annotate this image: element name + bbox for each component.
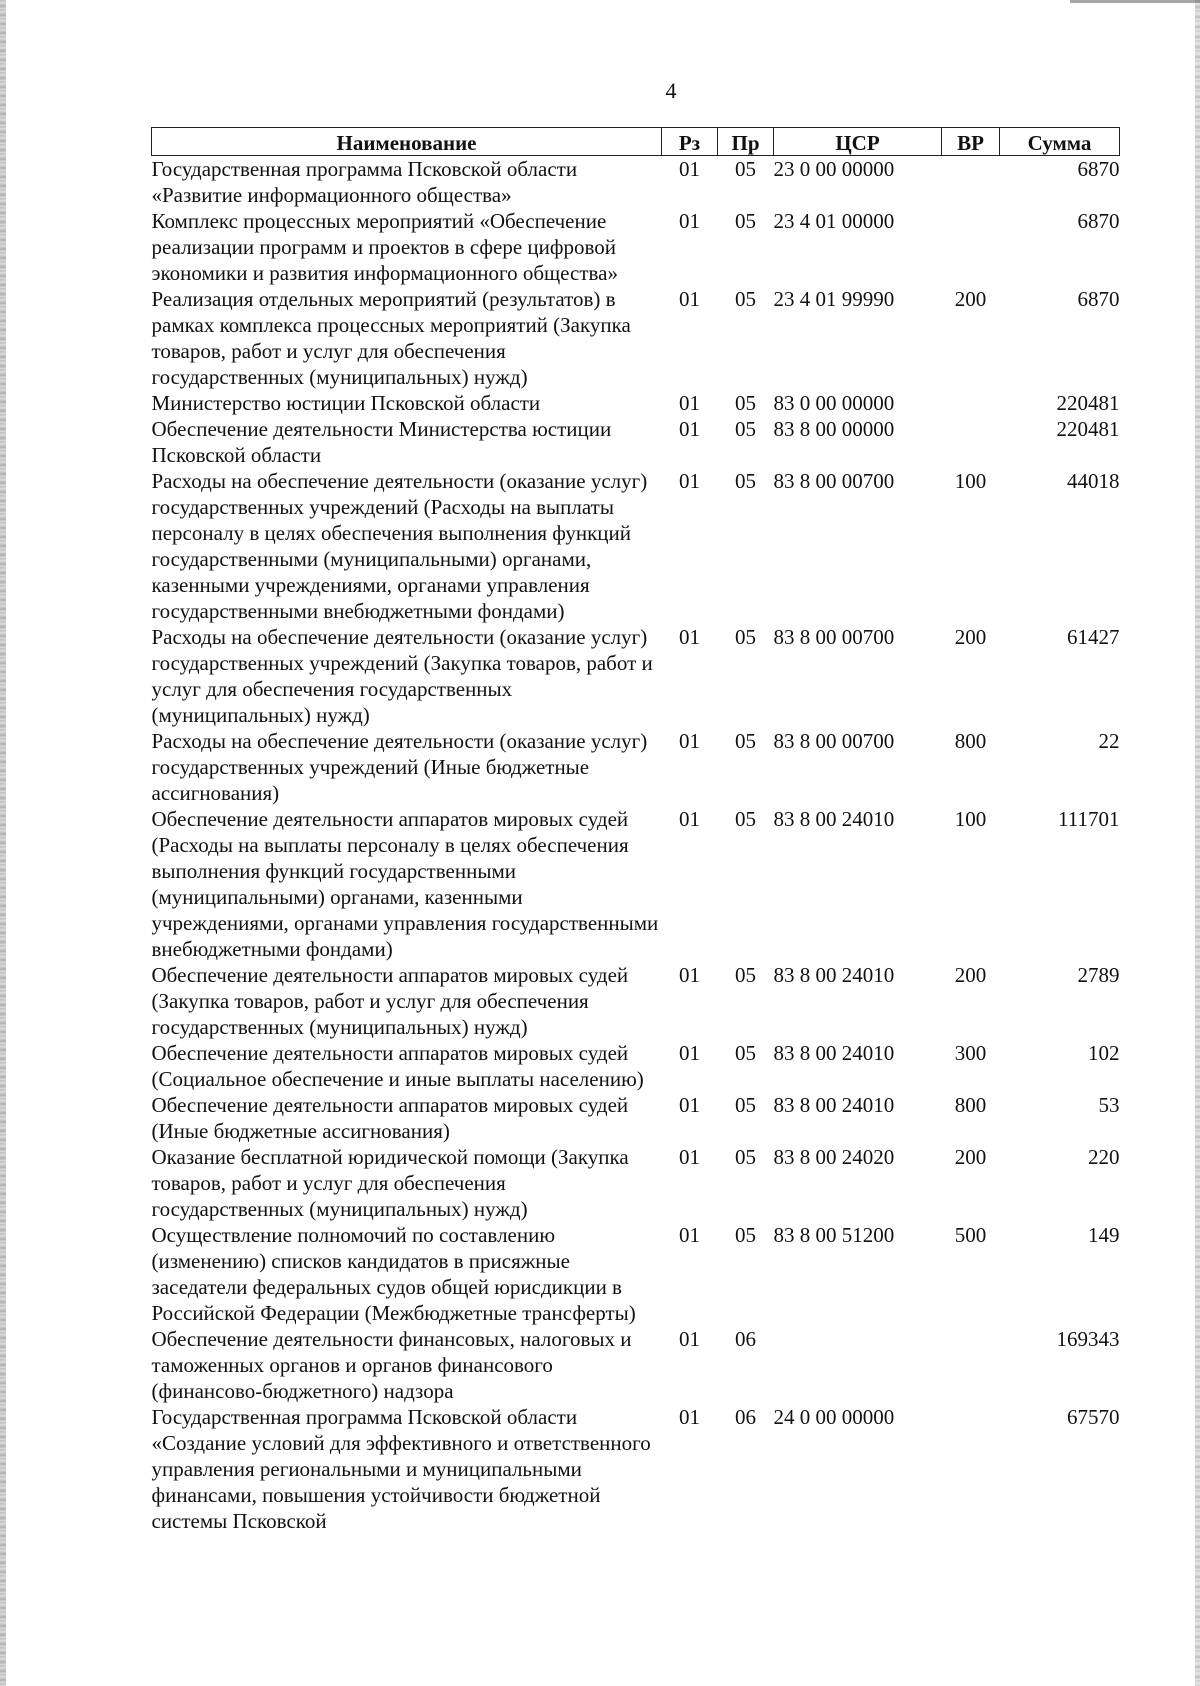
- cell-rz: 01: [679, 209, 700, 233]
- cell-vr: [942, 1404, 1000, 1534]
- cell-rz: 01: [679, 287, 700, 311]
- cell-vr: 100: [954, 469, 987, 493]
- cell-pr: 05: [735, 391, 756, 415]
- table-row: [152, 1144, 1120, 1222]
- cell-sum: 61427: [1067, 625, 1120, 649]
- cell-rz: 01: [679, 729, 700, 753]
- cell-csr: 83 8 00 00700: [773, 729, 895, 753]
- cell-vr: 100: [954, 807, 987, 831]
- cell-name: Министерство юстиции Псковской области: [151, 391, 541, 415]
- cell-sum: 111701: [1058, 807, 1120, 831]
- cell-name: Обеспечение деятельности аппаратов мировых судей (Иные бюджетные ассигнования): [151, 1093, 629, 1143]
- cell-csr: 23 4 01 00000: [773, 209, 895, 233]
- header-pr: Пр: [718, 128, 774, 156]
- cell-rz: 01: [679, 1145, 700, 1169]
- cell-vr: [942, 1326, 1000, 1404]
- table-row: [152, 1222, 1120, 1326]
- cell-pr: 06: [735, 1327, 756, 1351]
- budget-table: [151, 127, 1120, 1534]
- header-row: [152, 128, 1120, 156]
- cell-rz: 01: [679, 1223, 700, 1247]
- cell-pr: 05: [735, 1145, 756, 1169]
- table-row: [152, 1326, 1120, 1404]
- cell-rz: 01: [679, 963, 700, 987]
- page-number: 4: [665, 78, 677, 103]
- cell-name: Оказание бесплатной юридической помощи (Закупка товаров, работ и услуг для обеспечения государственных (муниципальных) нужд): [151, 1145, 629, 1221]
- cell-sum: 53: [1098, 1093, 1120, 1117]
- scan-top-right-mark: [1070, 0, 1200, 3]
- cell-vr: 200: [954, 1145, 987, 1169]
- table-row: [152, 1092, 1120, 1144]
- cell-pr: 05: [735, 287, 756, 311]
- cell-name: Обеспечение деятельности финансовых, налоговых и таможенных органов и органов финансового (финансово-бюджетного) надзора: [151, 1327, 632, 1403]
- table-row: [152, 390, 1120, 416]
- cell-sum: 22: [1098, 729, 1120, 753]
- cell-csr: 83 8 00 24010: [773, 807, 895, 831]
- cell-vr: [942, 416, 1000, 468]
- cell-vr: 200: [954, 963, 987, 987]
- table-row: [152, 1404, 1120, 1534]
- cell-rz: 01: [679, 807, 700, 831]
- cell-vr: 200: [954, 625, 987, 649]
- cell-rz: 01: [679, 469, 700, 493]
- cell-rz: 01: [679, 625, 700, 649]
- scan-right-edge: [1195, 0, 1200, 1686]
- cell-rz: 01: [679, 1327, 700, 1351]
- table-row: [152, 806, 1120, 962]
- table-row: [152, 624, 1120, 728]
- cell-csr: 23 4 01 99990: [773, 287, 895, 311]
- cell-sum: 6870: [1077, 287, 1120, 311]
- cell-name: Осуществление полномочий по составлению (изменению) списков кандидатов в присяжные заседатели федеральных судов общей юрисдикции в Российской Федерации (Межбюджетные трансферты): [151, 1223, 636, 1325]
- cell-csr: [774, 1326, 942, 1404]
- cell-name: Обеспечение деятельности аппаратов мировых судей (Социальное обеспечение и иные выплаты населению): [151, 1041, 644, 1091]
- cell-csr: 83 8 00 51200: [773, 1223, 895, 1247]
- header-vr: ВР: [942, 128, 1000, 156]
- cell-vr: 500: [954, 1223, 987, 1247]
- cell-pr: 05: [735, 1041, 756, 1065]
- table-row: [152, 468, 1120, 624]
- cell-sum: 220481: [1056, 417, 1120, 441]
- cell-rz: 01: [679, 1041, 700, 1065]
- cell-name: Государственная программа Псковской области «Создание условий для эффективного и ответственного управления региональными и муниципальными финансами, повышения устойчивости бюджетной системы Псковской: [151, 1405, 651, 1533]
- cell-name: Обеспечение деятельности аппаратов мировых судей (Расходы на выплаты персоналу в целях обеспечения выполнения функций государственными (муниципальными) органами, казенными учреждениями, органами управления государственными внебюджетными фондами): [151, 807, 659, 961]
- cell-csr: 83 8 00 24010: [773, 1093, 895, 1117]
- cell-csr: 23 0 00 00000: [773, 157, 895, 181]
- table-row: [152, 728, 1120, 806]
- cell-csr: 83 8 00 24020: [773, 1145, 895, 1169]
- cell-sum: 6870: [1077, 157, 1120, 181]
- cell-pr: 05: [735, 963, 756, 987]
- cell-name: Расходы на обеспечение деятельности (оказание услуг) государственных учреждений (Расходы на выплаты персоналу в целях обеспечения выполнения функций государственными (муниципальными) органами, казенными учреждениями, органами управления государственными внебюджетными фондами): [151, 469, 648, 623]
- table-row: [152, 1040, 1120, 1092]
- cell-vr: [942, 208, 1000, 286]
- cell-csr: 83 0 00 00000: [773, 391, 895, 415]
- cell-rz: 01: [679, 157, 700, 181]
- cell-vr: [942, 156, 1000, 209]
- table-row: [152, 156, 1120, 209]
- cell-sum: 149: [1088, 1223, 1120, 1247]
- cell-pr: 05: [735, 417, 756, 441]
- cell-pr: 06: [735, 1405, 756, 1429]
- cell-csr: 24 0 00 00000: [773, 1405, 895, 1429]
- cell-vr: 800: [954, 1093, 987, 1117]
- cell-csr: 83 8 00 00700: [773, 625, 895, 649]
- cell-sum: 169343: [1056, 1327, 1120, 1351]
- table-header: [152, 128, 1120, 156]
- header-sum: Сумма: [1000, 128, 1120, 156]
- header-csr: ЦСР: [774, 128, 942, 156]
- cell-csr: 83 8 00 24010: [773, 963, 895, 987]
- cell-sum: 6870: [1077, 209, 1120, 233]
- cell-name: Расходы на обеспечение деятельности (оказание услуг) государственных учреждений (Закупка товаров, работ и услуг для обеспечения государственных (муниципальных) нужд): [151, 625, 653, 727]
- cell-name: Государственная программа Псковской области «Развитие информационного общества»: [151, 157, 578, 207]
- cell-vr: 300: [954, 1041, 987, 1065]
- cell-csr: 83 8 00 00000: [773, 417, 895, 441]
- cell-name: Расходы на обеспечение деятельности (оказание услуг) государственных учреждений (Иные бюджетные ассигнования): [151, 729, 648, 805]
- header-rz: Рз: [662, 128, 718, 156]
- cell-pr: 05: [735, 469, 756, 493]
- cell-name: Комплекс процессных мероприятий «Обеспечение реализации программ и проектов в сфере цифровой экономики и развития информационного общества»: [151, 209, 618, 285]
- cell-pr: 05: [735, 209, 756, 233]
- cell-sum: 2789: [1077, 963, 1120, 987]
- cell-pr: 05: [735, 729, 756, 753]
- cell-vr: 800: [954, 729, 987, 753]
- cell-sum: 102: [1088, 1041, 1120, 1065]
- cell-name: Реализация отдельных мероприятий (результатов) в рамках комплекса процессных мероприятий (Закупка товаров, работ и услуг для обеспечения государственных (муниципальных) нужд): [151, 287, 631, 389]
- scan-left-edge: [0, 0, 6, 1686]
- cell-pr: 05: [735, 625, 756, 649]
- cell-rz: 01: [679, 417, 700, 441]
- cell-pr: 05: [735, 1093, 756, 1117]
- table-row: [152, 416, 1120, 468]
- cell-sum: 220481: [1056, 391, 1120, 415]
- cell-name: Обеспечение деятельности аппаратов мировых судей (Закупка товаров, работ и услуг для обеспечения государственных (муниципальных) нужд): [151, 963, 629, 1039]
- cell-vr: 200: [954, 287, 987, 311]
- cell-name: Обеспечение деятельности Министерства юстиции Псковской области: [151, 417, 612, 467]
- table-row: [152, 962, 1120, 1040]
- cell-vr: [942, 390, 1000, 416]
- table-row: [152, 208, 1120, 286]
- table-body: [152, 156, 1120, 1535]
- cell-sum: 220: [1088, 1145, 1120, 1169]
- cell-rz: 01: [679, 1405, 700, 1429]
- cell-pr: 05: [735, 807, 756, 831]
- cell-rz: 01: [679, 391, 700, 415]
- cell-csr: 83 8 00 24010: [773, 1041, 895, 1065]
- cell-sum: 67570: [1067, 1405, 1120, 1429]
- cell-pr: 05: [735, 1223, 756, 1247]
- header-name: Наименование: [152, 128, 662, 156]
- cell-rz: 01: [679, 1093, 700, 1117]
- cell-pr: 05: [735, 157, 756, 181]
- table-row: [152, 286, 1120, 390]
- cell-csr: 83 8 00 00700: [773, 469, 895, 493]
- cell-sum: 44018: [1067, 469, 1120, 493]
